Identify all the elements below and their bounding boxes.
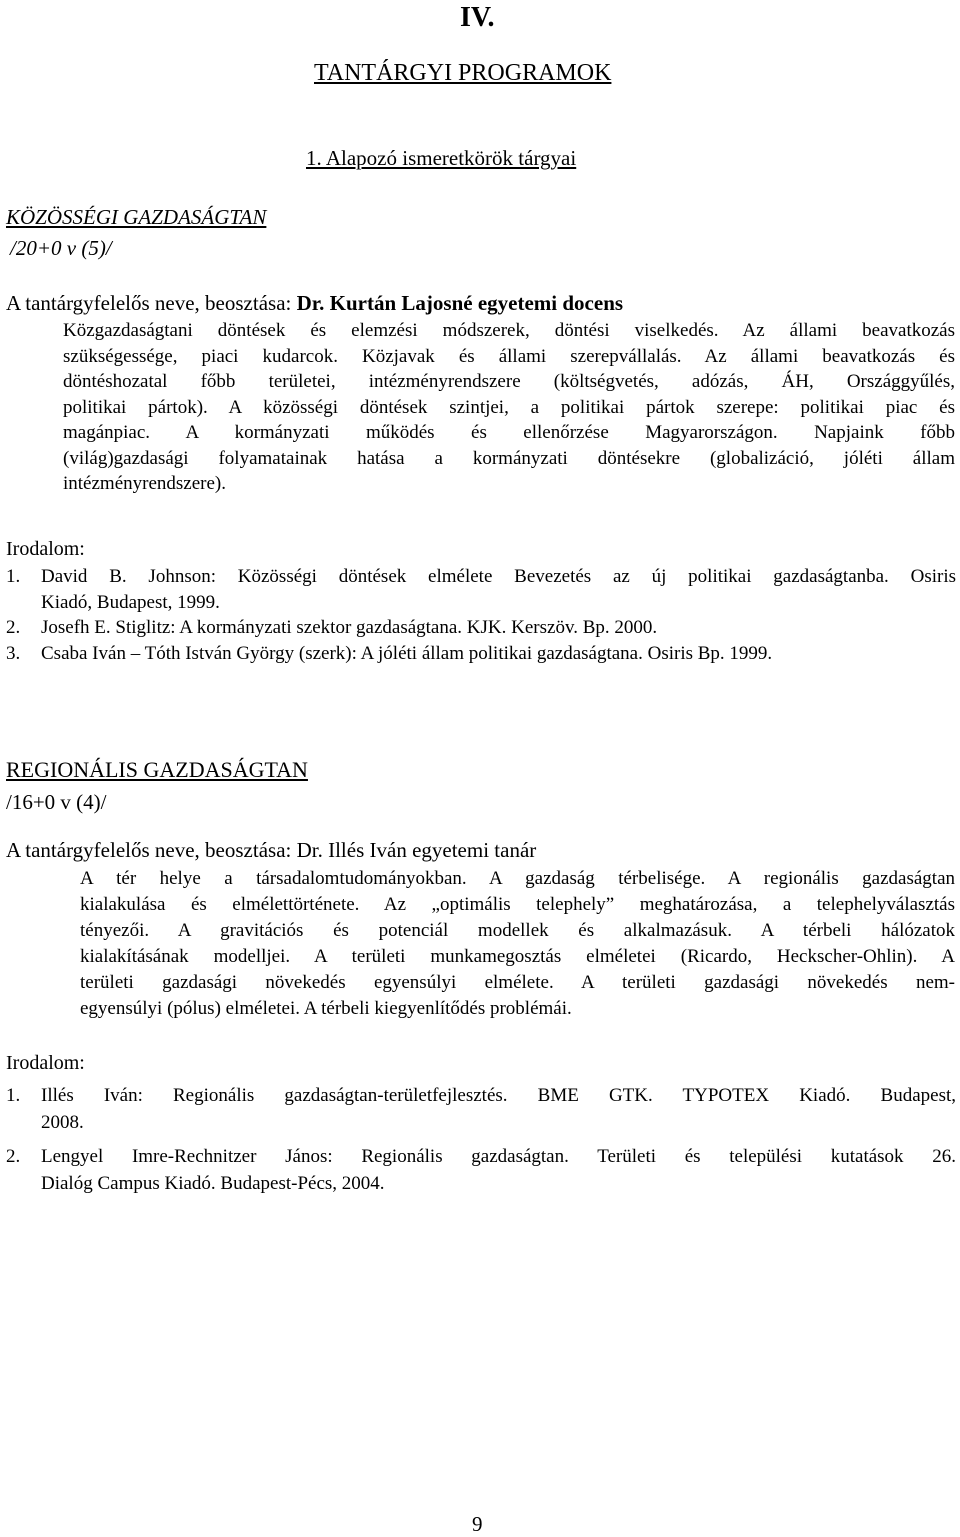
literature-number: 2. xyxy=(6,617,21,638)
literature-item xyxy=(6,615,956,641)
literature-item xyxy=(6,1083,956,1110)
literature-text: Lengyel Imre-Rechnitzer János: Regionális gazdaságtan. Területi és települési kutatások 26. xyxy=(41,1146,956,1167)
course1-description-line: magánpiac. A kormányzati működés és ellenőrzése Magyarországon. Napjaink főbb xyxy=(63,422,955,443)
literature-number: 1. xyxy=(6,1085,21,1106)
literature-text: Kiadó, Budapest, 1999. xyxy=(41,591,220,613)
literature-item xyxy=(6,564,956,590)
course1-description-line: (világ)gazdasági folyamatainak hatása a kormányzati döntésekre (globalizáció, jóléti állam xyxy=(63,447,955,469)
page-number: 9 xyxy=(472,1512,483,1536)
literature-text: 2008. xyxy=(41,1111,84,1133)
course2-literature-heading: Irodalom: xyxy=(6,1052,85,1074)
course1-description-line: Közgazdaságtani döntések és elemzési módszerek, döntési viselkedés. Az állami beavatkozás xyxy=(63,320,955,341)
program-title: TANTÁRGYI PROGRAMOK xyxy=(314,60,612,86)
course2-description-line: A tér helye a társadalomtudományokban. A gazdaság térbelisége. A regionális gazdaságtan xyxy=(80,868,955,889)
course1-literature-list xyxy=(6,564,956,666)
course1-description-line: politikai pártok). A közösségi döntések szintjei, a politikai pártok szerepe: politikai piac és xyxy=(63,396,955,418)
course2-description xyxy=(80,866,955,1022)
literature-number: 2. xyxy=(6,1146,21,1167)
literature-item-continuation xyxy=(6,1110,956,1137)
course2-description-line: területi gazdasági növekedés egyensúlyi elmélete. A területi gazdasági növekedés nem- xyxy=(80,972,955,993)
literature-text: David B. Johnson: Közösségi döntések elmélete Bevezetés az új politikai gazdaságtanba. Osiris xyxy=(41,566,956,587)
section-title: 1. Alapozó ismeretkörök tárgyai xyxy=(306,146,577,170)
course2-literature-list xyxy=(6,1083,956,1197)
course1-description-line: döntéshozatal főbb területei, intézményrendszere (költségvetés, adózás, ÁH, Országgyűlés, xyxy=(63,371,955,392)
course1-responsible-name: Dr. Kurtán Lajosné egyetemi docens xyxy=(296,291,624,315)
course2-responsible xyxy=(6,838,536,863)
course1-literature-heading: Irodalom: xyxy=(6,538,85,560)
literature-text: Illés Iván: Regionális gazdaságtan-területfejlesztés. BME GTK. TYPOTEX Kiadó. Budapest, xyxy=(41,1085,956,1106)
literature-text: Csaba Iván – Tóth István György (szerk): A jóléti állam politikai gazdaságtana. Osiris Bp. 1999. xyxy=(41,642,773,664)
course2-description-line: kialakításának modelljei. A területi munkamegosztás elméletei (Ricardo, Heckscher-Ohlin). A xyxy=(80,946,955,967)
course1-description-line: szükségessége, piaci kudarcok. Közjavak és állami szerepvállalás. Az állami beavatkozás és xyxy=(63,345,955,367)
course1-description xyxy=(63,318,955,497)
literature-number: 3. xyxy=(6,642,21,664)
course1-title: KÖZÖSSÉGI GAZDASÁGTAN xyxy=(6,205,267,229)
literature-item xyxy=(6,641,956,667)
literature-item-continuation xyxy=(6,590,956,616)
course2-description-line: tényezői. A gravitációs és potenciál modellek és alkalmazásuk. A térbeli hálózatok xyxy=(80,920,955,941)
course1-hours: /20+0 v (5)/ xyxy=(10,236,112,260)
course2-hours: /16+0 v (4)/ xyxy=(6,790,107,814)
course1-responsible xyxy=(6,291,623,316)
literature-number: 1. xyxy=(6,566,21,587)
chapter-number: IV. xyxy=(460,2,495,33)
literature-item xyxy=(6,1144,956,1171)
course1-responsible-label: A tantárgyfelelős neve, beosztása: xyxy=(6,291,292,315)
literature-item-continuation xyxy=(6,1171,956,1198)
course2-description-line: kialakulása és elmélettörténete. Az „optimális telephely” meghatározása, a telephelyválasztás xyxy=(80,894,955,915)
literature-text: Dialóg Campus Kiadó. Budapest-Pécs, 2004. xyxy=(41,1172,385,1194)
course2-title: REGIONÁLIS GAZDASÁGTAN xyxy=(6,757,308,782)
course2-description-line: egyensúlyi (pólus) elméletei. A térbeli kiegyenlítődés problémái. xyxy=(80,998,572,1019)
literature-text: Josefh E. Stiglitz: A kormányzati szektor gazdaságtana. KJK. Kerszöv. Bp. 2000. xyxy=(41,617,658,638)
course2-responsible-name: Dr. Illés Iván egyetemi tanár xyxy=(296,838,537,862)
course1-description-line: intézményrendszere). xyxy=(63,473,226,494)
course2-responsible-label: A tantárgyfelelős neve, beosztása: xyxy=(6,838,292,862)
